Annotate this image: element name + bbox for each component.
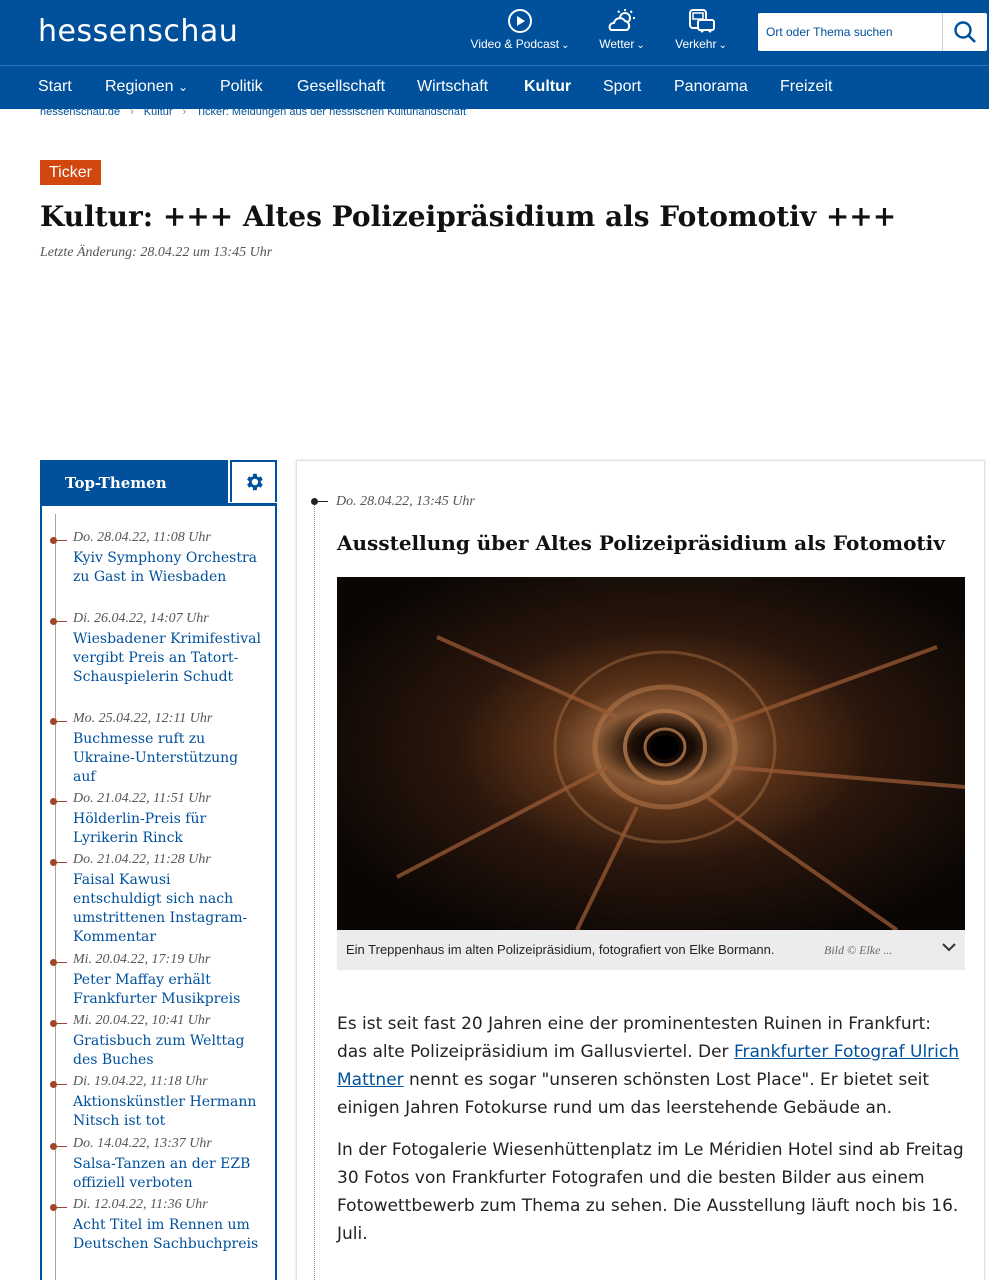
item-date: Do. 14.04.22, 13:37 Uhr xyxy=(73,1136,212,1151)
article-paragraph-1 xyxy=(337,1010,965,1122)
article-paragraph-2: In der Fotogalerie Wiesenhüttenplatz im Le Méridien Hotel sind ab Freitag 30 Fotos von Frankfurter Fotografen und die besten Bilder aus einem Fotowettbewerb zum Thema zu sehen. Die Ausstellung läuft noch bis 16. Juli. xyxy=(337,1140,964,1244)
timeline-tick xyxy=(57,1084,67,1085)
item-link[interactable]: Kyiv Symphony Orchestra zu Gast in Wiesbaden xyxy=(73,550,258,585)
item-link[interactable]: Peter Maffay erhält Frankfurter Musikpreis xyxy=(73,972,241,1007)
timeline-dot xyxy=(311,498,318,505)
timeline-tick xyxy=(57,621,67,622)
timeline-tick xyxy=(57,721,67,722)
chevron-down-icon: ⌄ xyxy=(718,40,727,51)
timeline-dot xyxy=(50,618,57,625)
timeline-dot xyxy=(50,1204,57,1211)
gear-icon xyxy=(243,471,265,493)
item-date: Di. 26.04.22, 14:07 Uhr xyxy=(73,611,209,626)
breadcrumb-separator: › xyxy=(182,106,187,118)
traffic-icon xyxy=(684,8,718,34)
photo-caption xyxy=(337,930,965,970)
entry-title: Ausstellung über Altes Polizeipräsidium als Fotomotiv xyxy=(337,531,945,555)
timeline-dot xyxy=(50,537,57,544)
breadcrumb xyxy=(40,106,466,118)
item-link[interactable]: Acht Titel im Rennen um Deutschen Sachbuchpreis xyxy=(73,1217,259,1252)
timeline-tick xyxy=(57,1146,67,1147)
nav-item-regionen[interactable] xyxy=(105,78,188,96)
wetter-menu[interactable] xyxy=(593,8,651,51)
wetter-label: Wetter xyxy=(599,37,635,51)
chevron-down-icon: ⌄ xyxy=(561,40,570,51)
item-date: Mo. 25.04.22, 12:11 Uhr xyxy=(73,711,213,726)
paragraph-text: Es ist seit fast 20 Jahren eine der prominentesten Ruinen in Frankfurt: das alte Polizeipräsidium im Gallusviertel. Der xyxy=(337,1014,931,1062)
entry-date: Do. 28.04.22, 13:45 Uhr xyxy=(336,494,475,509)
breadcrumb-home[interactable]: hessenschau.de xyxy=(40,106,121,118)
breadcrumb-current[interactable]: Ticker: Meldungen aus der hessischen Kulturlandschaft xyxy=(196,106,467,118)
item-link[interactable]: Salsa-Tanzen an der EZB offiziell verboten xyxy=(73,1156,251,1191)
item-link[interactable]: Buchmesse ruft zu Ukraine-Unterstützung auf xyxy=(73,731,239,785)
item-date: Do. 21.04.22, 11:51 Uhr xyxy=(73,791,211,806)
timeline-dot xyxy=(50,1020,57,1027)
nav-item-freizeit[interactable]: Freizeit xyxy=(780,78,833,95)
timeline-tick xyxy=(57,1207,67,1208)
page-title: Kultur: +++ Altes Polizeipräsidium als Fotomotiv +++ xyxy=(40,200,897,233)
timeline-tick xyxy=(57,862,67,863)
nav-item-sport[interactable]: Sport xyxy=(603,78,642,95)
timeline-tick xyxy=(57,540,67,541)
search-input[interactable] xyxy=(758,13,942,51)
timeline-line xyxy=(314,500,315,1280)
nav-item-kultur[interactable]: Kultur xyxy=(524,78,572,95)
video-podcast-menu[interactable] xyxy=(468,8,572,51)
item-link[interactable]: Gratisbuch zum Welttag des Buches xyxy=(73,1033,245,1068)
breadcrumb-kultur[interactable]: Kultur xyxy=(143,106,173,118)
timeline-line xyxy=(55,514,56,1280)
timeline-tick xyxy=(57,962,67,963)
verkehr-menu[interactable] xyxy=(670,8,732,51)
nav-item-regionen-label: Regionen xyxy=(105,78,174,95)
breadcrumb-separator: › xyxy=(130,106,134,118)
settings-button[interactable] xyxy=(230,460,277,502)
timeline-tick xyxy=(57,801,67,802)
nav-item-panorama[interactable]: Panorama xyxy=(674,78,748,95)
expand-caption-button[interactable] xyxy=(941,939,957,960)
nav-item-gesellschaft[interactable]: Gesellschaft xyxy=(297,78,386,95)
item-link[interactable]: Faisal Kawusi entschuldigt sich nach umstrittenen Instagram-Kommentar xyxy=(73,872,248,945)
timeline-dot xyxy=(50,1143,57,1150)
item-link[interactable]: Wiesbadener Krimifestival vergibt Preis an Tatort-Schauspielerin Schudt xyxy=(73,631,261,685)
top-header xyxy=(0,0,989,65)
item-link[interactable]: Hölderlin-Preis für Lyrikerin Rinck xyxy=(73,811,207,846)
timeline-dot xyxy=(50,859,57,866)
caption-text: Ein Treppenhaus im alten Polizeipräsidium, fotografiert von Elke Bormann. xyxy=(346,942,775,957)
timeline-dot xyxy=(50,718,57,725)
chevron-down-icon: ⌄ xyxy=(177,80,189,94)
timeline-dot xyxy=(50,798,57,805)
verkehr-label: Verkehr xyxy=(675,37,717,51)
item-date: Do. 21.04.22, 11:28 Uhr xyxy=(73,852,211,867)
search-button[interactable] xyxy=(942,13,987,51)
nav-item-start[interactable]: Start xyxy=(38,78,72,95)
search-icon xyxy=(953,20,977,44)
item-date: Mi. 20.04.22, 10:41 Uhr xyxy=(73,1013,211,1028)
photographer-link[interactable]: Frankfurter Fotograf Ulrich Mattner xyxy=(337,1042,960,1090)
item-date: Do. 28.04.22, 11:08 Uhr xyxy=(73,530,211,545)
paragraph-text: nennt es sogar "unseren schönsten Lost Place". Er bietet seit einigen Jahren Fotokurse rund um das leerstehende Gebäude an. xyxy=(337,1070,930,1118)
ticker-badge: Ticker xyxy=(40,160,101,185)
item-date: Di. 12.04.22, 11:36 Uhr xyxy=(73,1197,208,1212)
spiral-staircase-image xyxy=(337,577,965,930)
last-modified: Letzte Änderung: 28.04.22 um 13:45 Uhr xyxy=(40,245,273,260)
nav-item-politik[interactable]: Politik xyxy=(220,78,263,95)
chevron-down-icon xyxy=(941,939,957,955)
play-icon xyxy=(507,8,533,34)
timeline-tick xyxy=(318,501,328,502)
item-date: Di. 19.04.22, 11:18 Uhr xyxy=(73,1074,208,1089)
weather-icon xyxy=(605,8,639,34)
photo-credit: Bild © Elke ... xyxy=(824,943,893,957)
nav-item-wirtschaft[interactable]: Wirtschaft xyxy=(417,78,489,95)
top-themen-tab[interactable]: Top-Themen xyxy=(40,460,228,506)
staircase-photo[interactable] xyxy=(337,577,965,930)
main-navigation xyxy=(0,65,989,109)
video-podcast-label: Video & Podcast xyxy=(470,37,560,51)
timeline-dot xyxy=(50,1081,57,1088)
chevron-down-icon: ⌄ xyxy=(636,40,645,51)
timeline-tick xyxy=(57,1023,67,1024)
search-box xyxy=(758,13,987,51)
item-link[interactable]: Aktionskünstler Hermann Nitsch ist tot xyxy=(73,1094,257,1129)
timeline-dot xyxy=(50,959,57,966)
item-date: Mi. 20.04.22, 17:19 Uhr xyxy=(73,952,211,967)
site-logo[interactable]: hessenschau xyxy=(38,14,239,49)
top-themen-list xyxy=(40,503,277,1280)
